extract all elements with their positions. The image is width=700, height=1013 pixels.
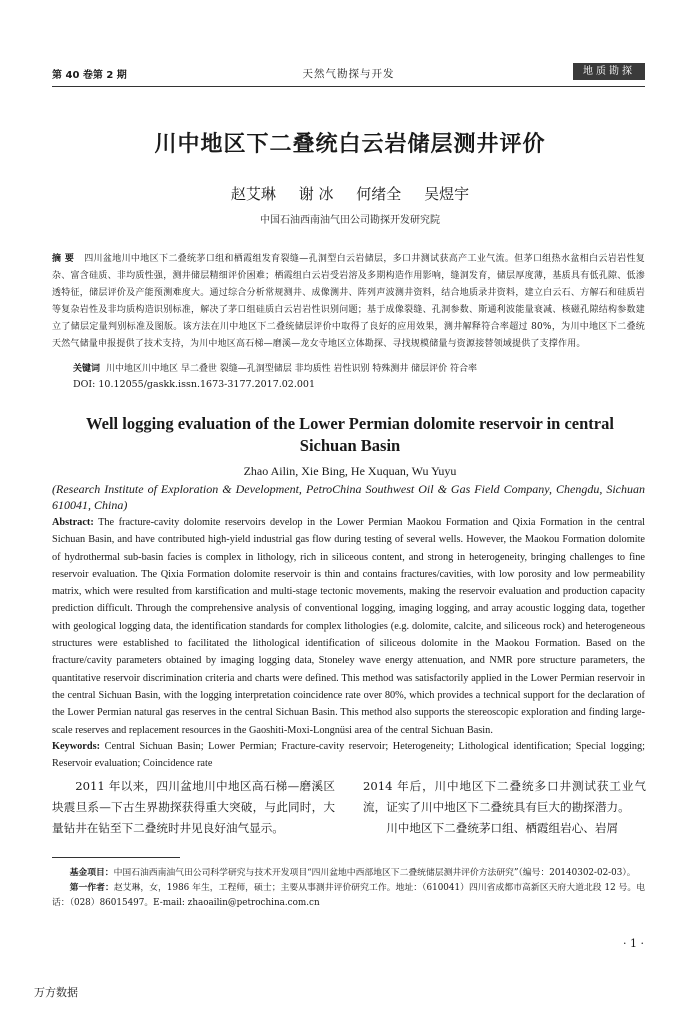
author-1: 赵艾琳 bbox=[230, 185, 276, 203]
watermark-text: 万方数据 bbox=[34, 986, 78, 999]
keywords-english bbox=[52, 738, 645, 772]
footnote-rule bbox=[52, 857, 180, 858]
author-3: 何绪全 bbox=[356, 185, 402, 203]
authors-english: Zhao Ailin, Xie Bing, He Xuquan, Wu Yuyu bbox=[243, 464, 457, 478]
keywords-cn-label: 关键词 bbox=[73, 364, 101, 374]
keywords-chinese bbox=[73, 362, 648, 377]
fund-label: 基金项目： bbox=[69, 868, 114, 878]
abstract-en-label: Abstract: bbox=[52, 517, 94, 528]
authors-chinese bbox=[40, 183, 660, 204]
body-left-column: 2011 年以来，四川盆地川中地区高石梯—磨溪区块震旦系—下古生界勘探获得重大突破，与此同时，大量钻井在钻至下二叠统时井见良好油气显示。 bbox=[52, 779, 335, 835]
body-right-column bbox=[363, 776, 646, 839]
abstract-en-text: The fracture-cavity dolomite reservoirs develop in the Lower Permian Maokou Formation and Qixia Formation in the central Sichuan Basin, and have contributed high-yield industrial gas flow during testing of several wells. However, the Maokou Formation dolomite of hydrothermal sub-basin facies is complex in lithology, rich in siliceous content, and strong in heterogeneity, bringing challenges to fine reservoir evaluation. The Qixia Formation dolomite reservoir is thin and contains fractures/cavities, with low porosity and low permeability matrix, which were resulted from karstification and multi-stage tectonic movements, making the reservoir evaluation and production capacity prediction difficult. Through the comprehensive analysis of conventional logging, imaging logging, and array acoustic logging data, together with geological logging data, the identification standards for complex lithologies (e.g. dolomite, calcite, and siliceous rock) and heterogeneous structures were established to facilitated the lithological identification of siliceous dolomite in the Maokou Formation. Based on the fracture/cavity parameters obtained by imaging logging data, Stoneley wave energy attenuation, and NMR pore structure parameters, the quantitative reservoir discrimination criteria and charts were defined. This method was satisfactorily applied in the Lower Permian reservoir in the central Sichuan Basin, with the logging interpretation coincidence rate over 80%, which provides a technical support for the declaration of the Lower Permian natural gas reserves in the central Sichuan Basin. This method also supports the stereoscopic exploration and finding large-scale reserves and replacement resources in the Gaoshiti-Moxi-Longnüsi area of the central Sichuan Basin. bbox=[52, 517, 646, 736]
body-right-paragraph-2: 川中地区下二叠统茅口组、栖霞组岩心、岩屑 bbox=[386, 821, 619, 835]
footnote bbox=[52, 866, 645, 911]
title-chinese: 川中地区下二叠统白云岩储层测井评价 bbox=[154, 132, 546, 157]
abstract-english bbox=[52, 514, 645, 739]
author-4: 吴煜宇 bbox=[424, 185, 470, 203]
abstract-cn-label: 摘 要 bbox=[52, 254, 75, 264]
body-right-paragraph-1: 2014 年后，川中地区下二叠统多口井测试获工业气流，证实了川中地区下二叠统具有巨大的勘探潜力。 bbox=[363, 779, 646, 814]
abstract-chinese bbox=[52, 251, 645, 353]
affiliation-chinese: 中国石油西南油气田公司勘探开发研究院 bbox=[260, 215, 440, 226]
author-2: 谢 冰 bbox=[298, 185, 334, 203]
first-author-label: 第一作者： bbox=[69, 883, 114, 893]
fund-text: 中国石油西南油气田公司科学研究与技术开发项目“四川盆地中西部地区下二叠统储层测井评价方法研究”（编号：20140302-02-03）。 bbox=[113, 868, 636, 878]
keywords-en-label: Keywords: bbox=[52, 741, 101, 752]
section-tag: 地质勘探 bbox=[573, 63, 645, 80]
keywords-en-text: Central Sichuan Basin; Lower Permian; Fracture-cavity reservoir; Heterogeneity; Lithological identification; Special logging; Reservoir evaluation; Coincidence rate bbox=[52, 741, 645, 769]
abstract-cn-text: 四川盆地川中地区下二叠统茅口组和栖霞组发育裂缝—孔洞型白云岩储层，多口井测试获高产工业气流。但茅口组热水盆相白云岩岩性复杂、富含硅质、非均质性强，测井储层精细评价困难；栖霞组白云岩受岩溶及多期构造作用影响，缝洞发育，储层厚度薄，基质具有低孔隙、低渗透特征，储层评价及产能预测难度大。通过综合分析常规测井、成像测井、阵列声波测井资料，结合地质录井资料，建立白云石、方解石和硅质岩等复杂岩性及非均质构造识别标准，解决了茅口组硅质白云岩岩性识别问题；基于成像裂缝、孔洞参数、斯通利波能量衰减、核磁孔隙结构参数建立了储层定量判别标准及图版。该方法在川中地区下二叠统储层评价中取得了良好的应用效果，测井解释符合率超过 80%，为川中地区下二叠统天然气储量申报提供了技术支持，为川中地区高石梯—磨溪—龙女寺地区立体勘探、寻找规模储量与资源接替领域提供了支撑作用。 bbox=[52, 254, 645, 349]
header-rule bbox=[52, 86, 645, 87]
fund-note bbox=[52, 866, 645, 881]
title-english: Well logging evaluation of the Lower Permian dolomite reservoir in central Sichuan Basin bbox=[86, 414, 614, 455]
running-header bbox=[52, 63, 645, 83]
journal-name: 天然气勘探与开发 bbox=[302, 68, 395, 80]
first-author-text: 赵艾琳，女，1986 年生，工程师，硕士；主要从事测井评价研究工作。地址：（610041）四川省成都市高新区天府大道北段 12 号。电话：（028）86015497。E-mail: zhaoailin@petrochina.com.cn bbox=[52, 883, 645, 908]
doi: DOI: 10.12055/gaskk.issn.1673-3177.2017.02.001 bbox=[73, 379, 316, 390]
page-number: · 1 · bbox=[623, 937, 644, 950]
keywords-cn-text: 川中地区川中地区 早二叠世 裂缝—孔洞型储层 非均质性 岩性识别 特殊测井 储层评价 符合率 bbox=[106, 364, 478, 374]
author-note bbox=[52, 881, 645, 911]
volume-issue: 第 40 卷第 2 期 bbox=[52, 70, 127, 81]
affiliation-english: (Research Institute of Exploration & Development, PetroChina Southwest Oil & Gas Field Company, Chengdu, Sichuan 610041, China) bbox=[52, 482, 645, 512]
